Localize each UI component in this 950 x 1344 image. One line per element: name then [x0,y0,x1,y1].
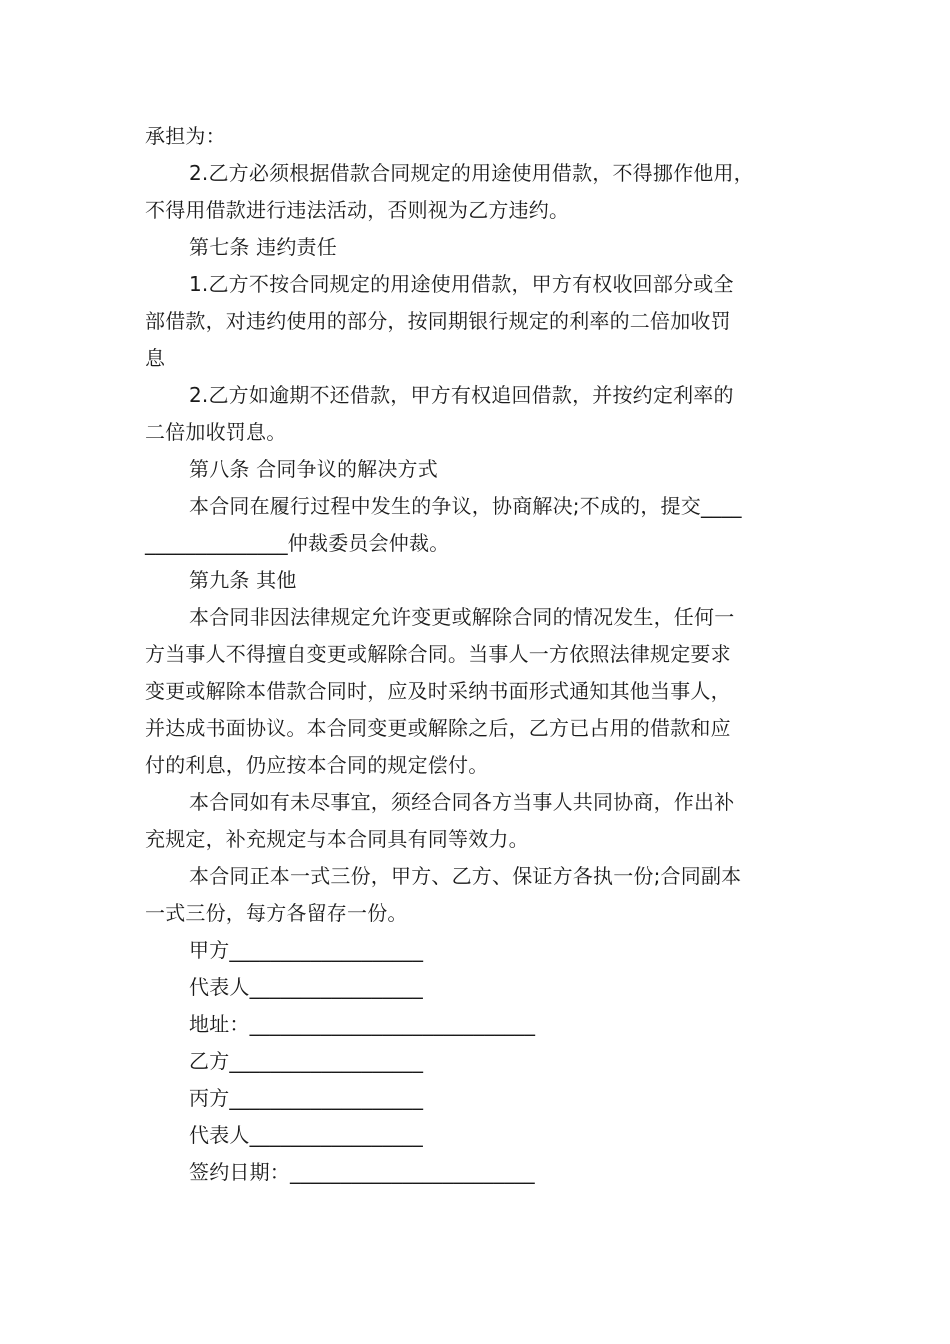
text-line: 地址：____________________________ [189,1012,536,1036]
text-line: 部借款，对违约使用的部分，按同期银行规定的利率的二倍加收罚 [145,309,731,333]
text-line: 本合同如有未尽事宜，须经合同各方当事人共同协商，作出补 [189,790,735,814]
text-line: 本合同非因法律规定允许变更或解除合同的情况发生，任何一 [189,605,735,629]
text-line: 乙方___________________ [189,1049,424,1073]
text-line: 第八条 合同争议的解决方式 [189,457,438,481]
text-line: 不得用借款进行违法活动，否则视为乙方违约。 [145,198,570,222]
text-line: 代表人_________________ [189,975,423,999]
text-line: 本合同正本一式三份，甲方、乙方、保证方各执一份;合同副本 [189,864,742,888]
text-line: 一式三份，每方各留存一份。 [145,901,408,925]
text-line: 并达成书面协议。本合同变更或解除之后，乙方已占用的借款和应 [145,716,731,740]
text-line: ______________仲裁委员会仲裁。 [145,531,450,555]
text-line: 方当事人不得擅自变更或解除合同。当事人一方依照法律规定要求 [145,642,731,666]
text-line: 息 [145,346,166,370]
text-line: 二倍加收罚息。 [145,420,287,444]
text-line: 2.乙方如逾期不还借款，甲方有权追回借款，并按约定利率的 [189,383,734,407]
text-line: 1.乙方不按合同规定的用途使用借款，甲方有权收回部分或全 [189,272,734,296]
text-line: 充规定，补充规定与本合同具有同等效力。 [145,827,529,851]
text-line: 签约日期：________________________ [189,1160,535,1184]
contract-text [145,118,810,1191]
text-line: 第七条 违约责任 [189,235,337,259]
text-line: 变更或解除本借款合同时，应及时采纳书面形式通知其他当事人， [145,679,731,703]
text-line: 代表人_________________ [189,1123,423,1147]
text-line: 承担为： [145,124,226,148]
text-line: 丙方___________________ [189,1086,424,1110]
text-line: 2.乙方必须根据借款合同规定的用途使用借款，不得挪作他用， [189,161,754,185]
text-line: 付的利息，仍应按本合同的规定偿付。 [145,753,489,777]
text-line: 甲方___________________ [189,938,424,962]
text-line: 第九条 其他 [189,568,297,592]
text-line: 本合同在履行过程中发生的争议，协商解决;不成的，提交____ [189,494,742,518]
